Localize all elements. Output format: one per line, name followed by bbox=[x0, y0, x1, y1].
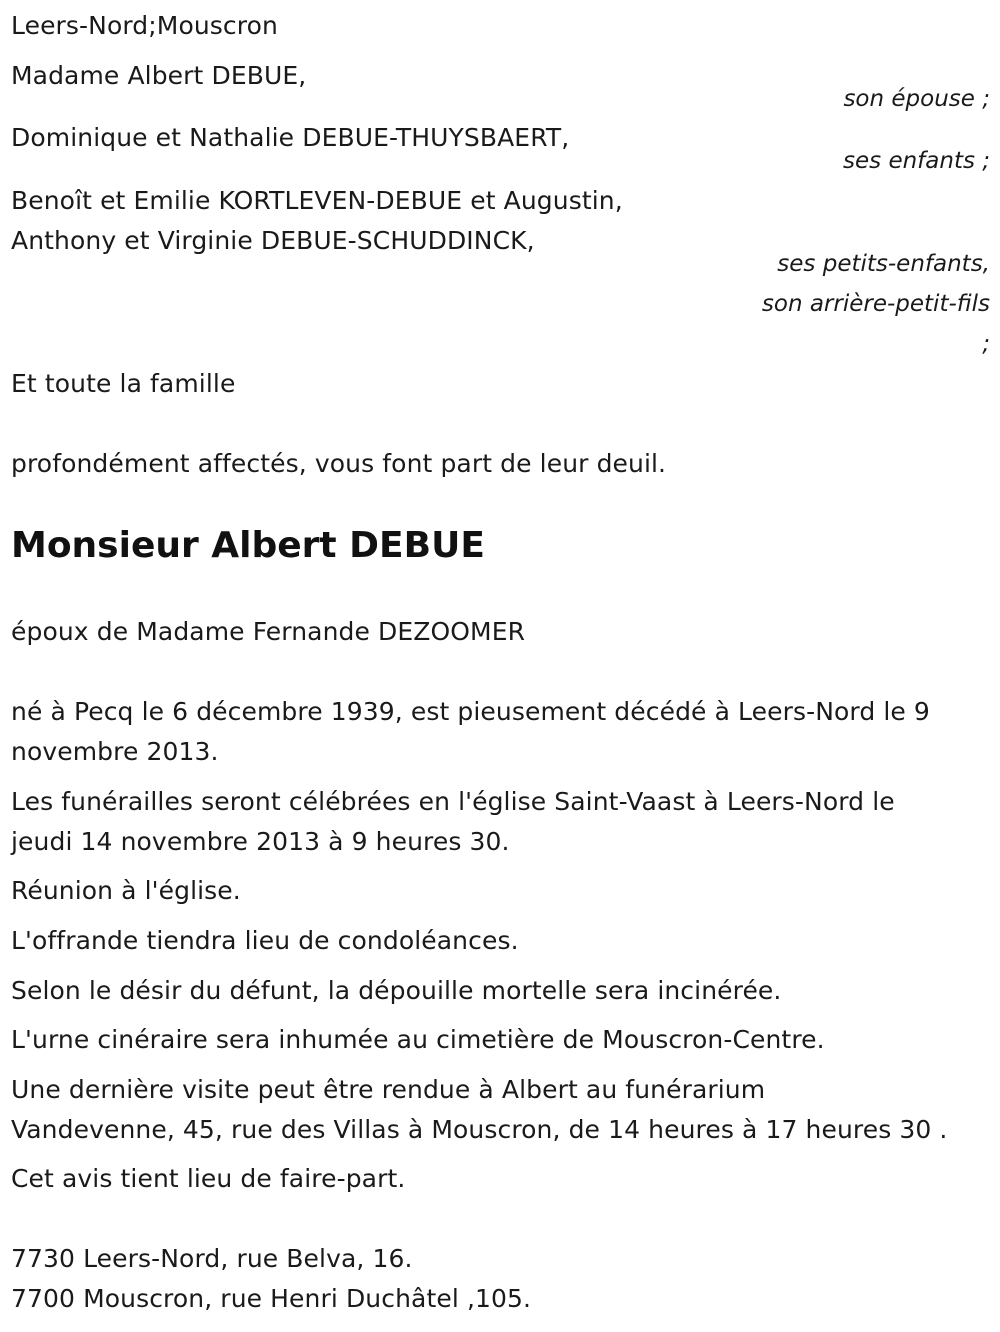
family-grandchildren-names-line2: Anthony et Virginie DEBUE-SCHUDDINCK, bbox=[11, 226, 535, 255]
family-spouse-role: son épouse ; bbox=[843, 86, 990, 112]
family-grandchildren-names-line1: Benoît et Emilie KORTLEVEN-DEBUE et Augustin, bbox=[11, 186, 623, 215]
family-great-grandchild-role: son arrière-petit-fils bbox=[761, 291, 990, 317]
birth-death-line-1: né à Pecq le 6 décembre 1939, est pieusement décédé à Leers-Nord le 9 bbox=[11, 697, 930, 726]
funeral-line-1: Les funérailles seront célébrées en l'église Saint-Vaast à Leers-Nord le bbox=[11, 787, 895, 816]
location-header: Leers-Nord;Mouscron bbox=[11, 11, 278, 40]
offering-line: L'offrande tiendra lieu de condoléances. bbox=[11, 926, 519, 955]
announcement-line: profondément affectés, vous font part de leur deuil. bbox=[11, 449, 667, 478]
urn-line: L'urne cinéraire sera inhumée au cimetière de Mouscron-Centre. bbox=[11, 1025, 825, 1054]
notice-line: Cet avis tient lieu de faire-part. bbox=[11, 1164, 406, 1193]
meeting-line: Réunion à l'église. bbox=[11, 876, 241, 905]
birth-death-line-2: novembre 2013. bbox=[11, 737, 219, 766]
funeral-line-2: jeudi 14 novembre 2013 à 9 heures 30. bbox=[11, 827, 510, 856]
deceased-name: Monsieur Albert DEBUE bbox=[11, 525, 485, 566]
family-spouse-names: Madame Albert DEBUE, bbox=[11, 61, 307, 90]
family-children-role: ses enfants ; bbox=[843, 148, 990, 174]
whole-family-line: Et toute la famille bbox=[11, 369, 236, 398]
address-line-2: 7700 Mouscron, rue Henri Duchâtel ,105. bbox=[11, 1284, 532, 1313]
family-grandchildren-role: ses petits-enfants, bbox=[777, 251, 990, 277]
visit-line-2: Vandevenne, 45, rue des Villas à Mouscron, de 14 heures à 17 heures 30 . bbox=[11, 1115, 948, 1144]
address-line-1: 7730 Leers-Nord, rue Belva, 16. bbox=[11, 1244, 413, 1273]
spouse-line: époux de Madame Fernande DEZOOMER bbox=[11, 617, 526, 646]
visit-line-1: Une dernière visite peut être rendue à Albert au funérarium bbox=[11, 1075, 766, 1104]
family-role-terminator: ; bbox=[982, 331, 990, 357]
family-children-names: Dominique et Nathalie DEBUE-THUYSBAERT, bbox=[11, 123, 570, 152]
cremation-line: Selon le désir du défunt, la dépouille mortelle sera incinérée. bbox=[11, 976, 782, 1005]
